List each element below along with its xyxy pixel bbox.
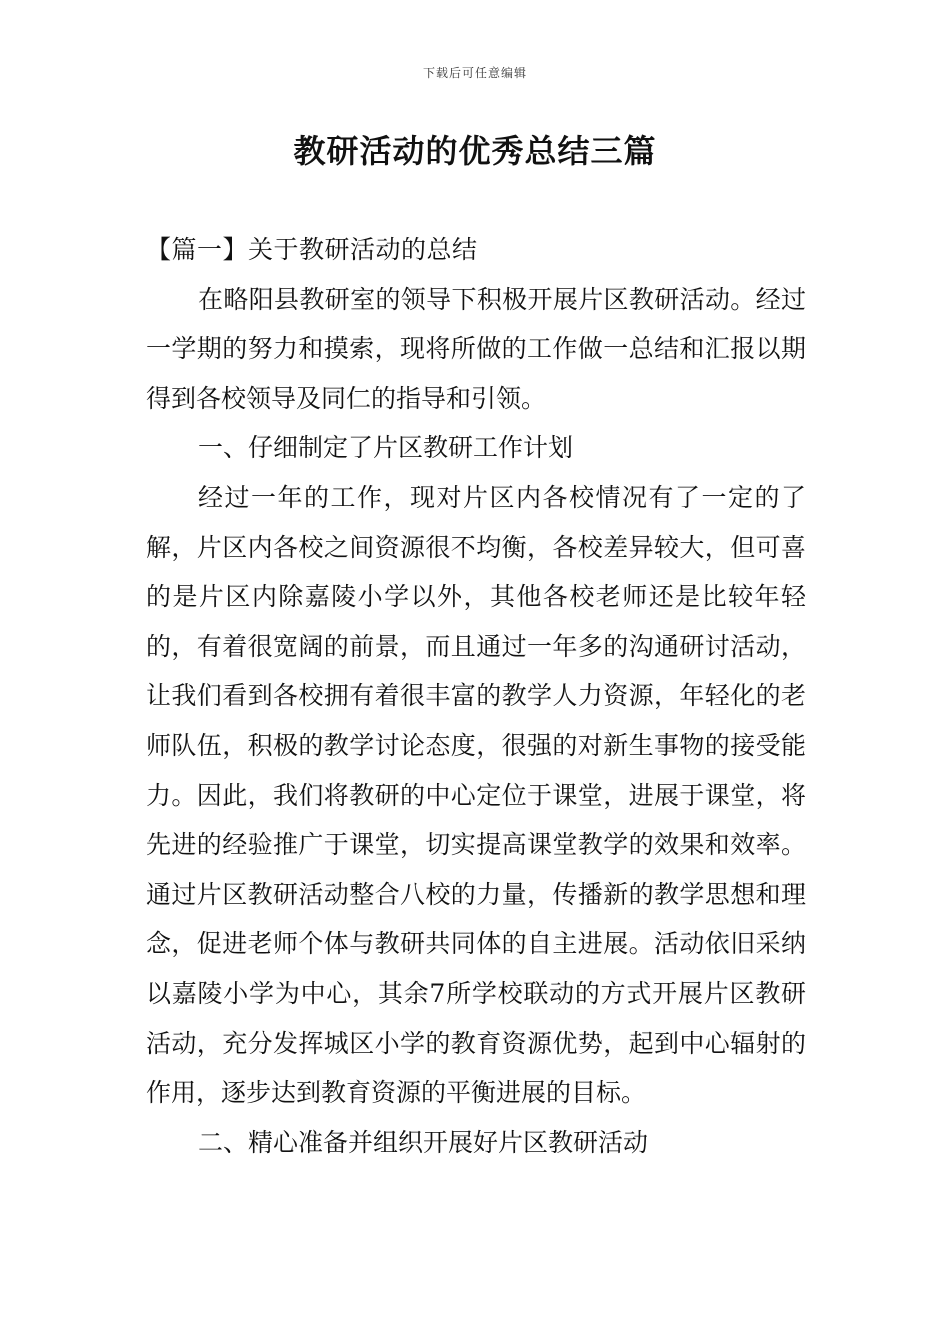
header-note: 下载后可任意编辑: [422, 66, 527, 80]
document-title: 教研活动的优秀总结三篇: [293, 132, 657, 170]
document-body: [146, 225, 806, 1167]
paragraph-detail: 经过一年的工作，现对片区内各校情况有了一定的了解，片区内各校之间资源很不均衡，各校差异较大，但可喜的是片区内除嘉陵小学以外，其他各校老师还是比较年轻的，有着很宽阔的前景，而且通过一年多的沟通研讨活动，让我们看到各校拥有着很丰富的教学人力资源，年轻化的老师队伍，积极的教学讨论态度，很强的对新生事物的接受能力。因此，我们将教研的中心定位于课堂，进展于课堂，将先进的经验推广于课堂，切实提高课堂教学的效果和效率。通过片区教研活动整合八校的力量，传播新的教学思想和理念，促进老师个体与教研共同体的自主进展。活动依旧采纳以嘉陵小学为中心，其余7所学校联动的方式开展片区教研活动，充分发挥城区小学的教育资源优势，起到中心辐射的作用，逐步达到教育资源的平衡进展的目标。: [146, 482, 806, 1108]
subheading-2: 二、精心准备并组织开展好片区教研活动: [198, 1127, 649, 1157]
section-heading: 【篇一】关于教研活动的总结: [146, 235, 478, 264]
subheading-1: 一、仔细制定了片区教研工作计划: [198, 433, 574, 463]
paragraph-intro: 在略阳县教研室的领导下积极开展片区教研活动。经过一学期的努力和摸索，现将所做的工作做一总结和汇报以期得到各校领导及同仁的指导和引领。: [146, 284, 806, 413]
